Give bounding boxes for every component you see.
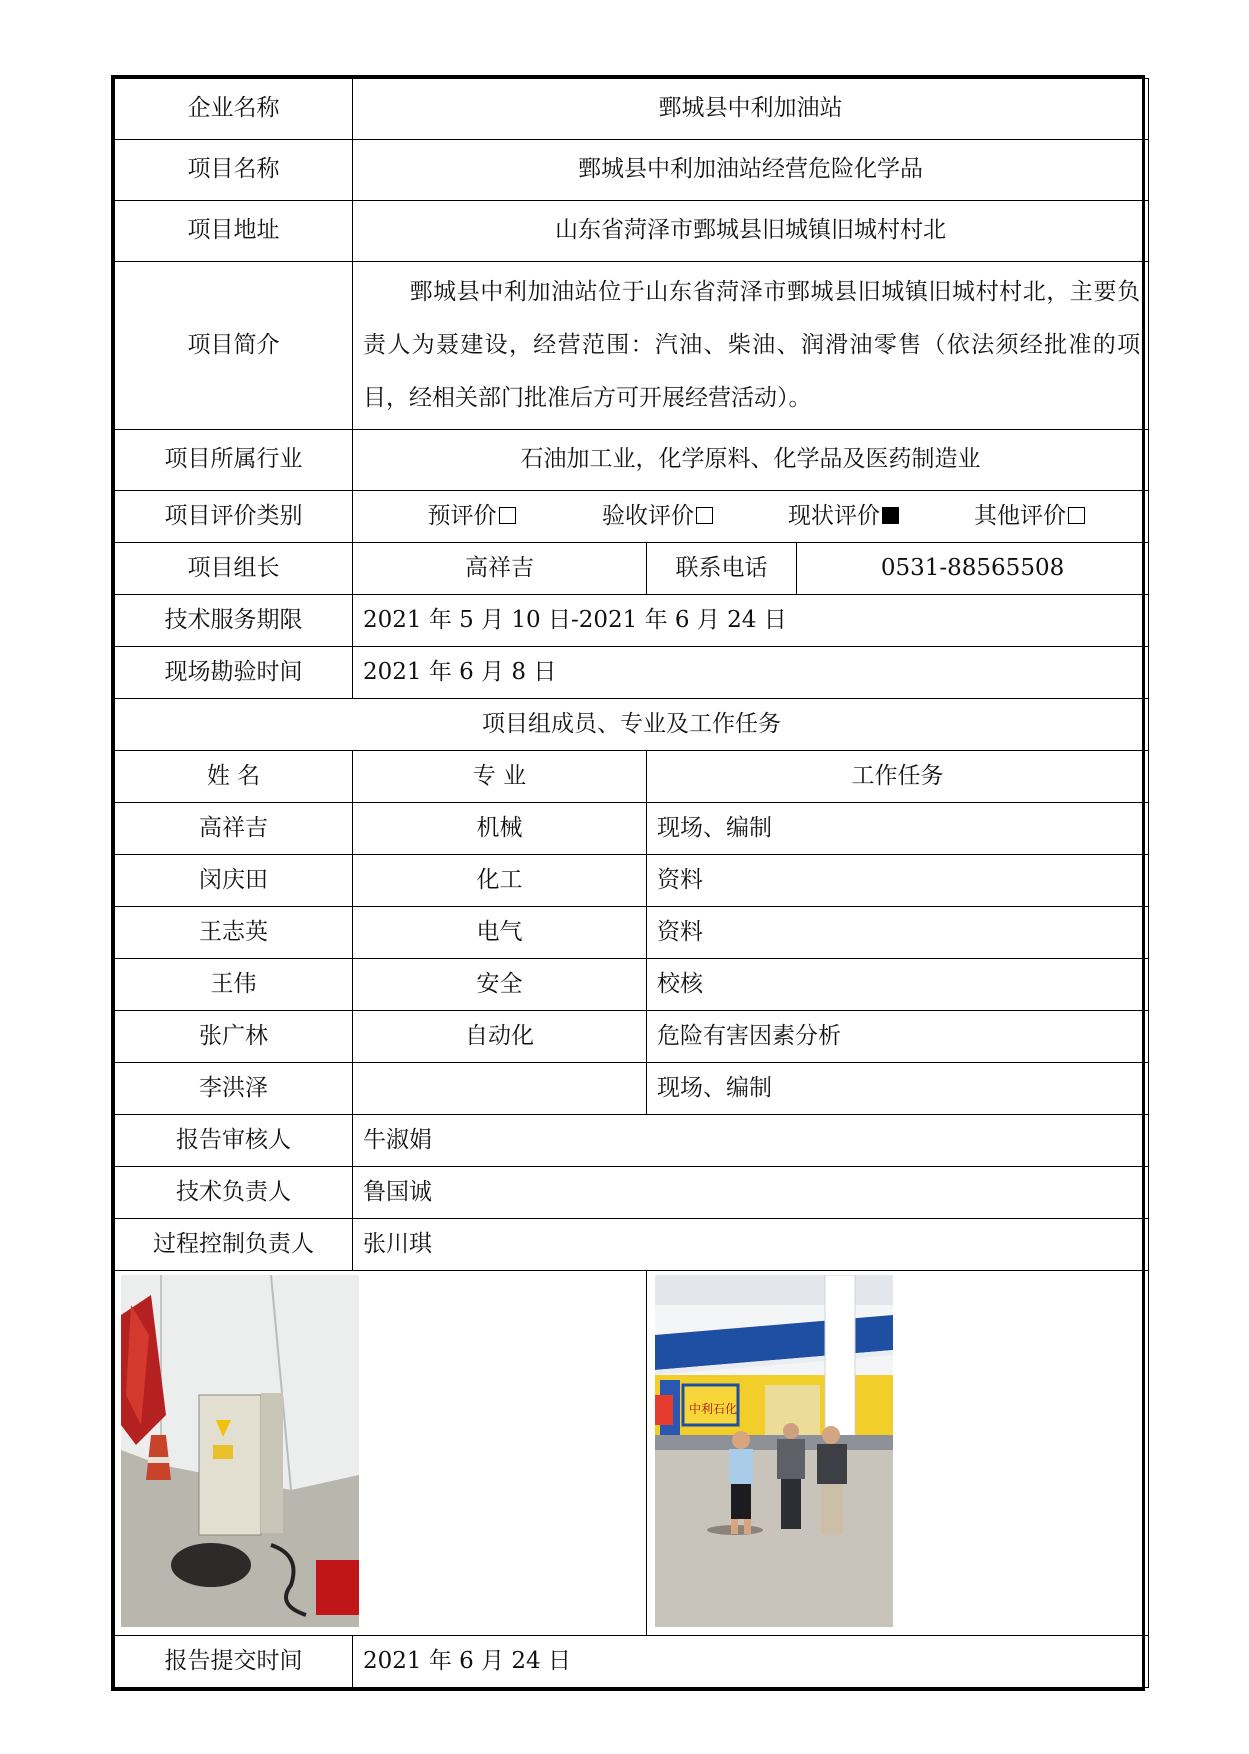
survey-time-value: 2021 年 6 月 8 日 <box>353 647 1149 699</box>
member-name: 高祥吉 <box>115 803 353 855</box>
eval-option <box>379 503 565 531</box>
eval-option <box>751 503 937 531</box>
row-project <box>115 140 1149 201</box>
eval-option-label: 验收评价 <box>602 502 695 529</box>
member-major <box>353 1063 647 1115</box>
row-enterprise <box>115 79 1149 140</box>
row-process-lead <box>115 1219 1149 1271</box>
row-submit-time <box>115 1636 1149 1688</box>
member-task: 资料 <box>647 907 1149 959</box>
row-members-header <box>115 751 1149 803</box>
photo-cell-left <box>115 1271 647 1636</box>
eval-option-label: 其他评价 <box>974 502 1067 529</box>
empty-box-icon <box>499 507 516 524</box>
empty-box-icon <box>696 507 713 524</box>
submit-time-label: 报告提交时间 <box>115 1636 353 1688</box>
info-table <box>111 75 1145 1691</box>
intro-value: 鄄城县中利加油站位于山东省菏泽市鄄城县旧城镇旧城村村北，主要负责人为聂建设，经营范围：汽油、柴油、润滑油零售（依法须经批准的项目，经相关部门批准后方可开展经营活动）。 <box>363 279 1141 411</box>
eval-option <box>937 503 1123 531</box>
empty-box-icon <box>1068 507 1085 524</box>
leader-value: 高祥吉 <box>353 543 647 595</box>
photo-site-survey-team <box>655 1275 893 1627</box>
survey-time-label: 现场勘验时间 <box>115 647 353 699</box>
members-section-title: 项目组成员、专业及工作任务 <box>115 699 1149 751</box>
member-name: 王志英 <box>115 907 353 959</box>
reviewer-value: 牛淑娟 <box>353 1115 1149 1167</box>
process-lead-label: 过程控制负责人 <box>115 1219 353 1271</box>
member-task: 现场、编制 <box>647 803 1149 855</box>
phone-label: 联系电话 <box>647 543 797 595</box>
member-major: 安全 <box>353 959 647 1011</box>
eval-option-label: 现状评价 <box>788 502 881 529</box>
row-members-title <box>115 699 1149 751</box>
member-major: 化工 <box>353 855 647 907</box>
submit-time-value: 2021 年 6 月 24 日 <box>353 1636 1149 1688</box>
project-value: 鄄城县中利加油站经营危险化学品 <box>353 140 1149 201</box>
leader-label: 项目组长 <box>115 543 353 595</box>
header-task: 工作任务 <box>647 751 1149 803</box>
tech-lead-value: 鲁国诚 <box>353 1167 1149 1219</box>
row-address <box>115 201 1149 262</box>
member-task: 资料 <box>647 855 1149 907</box>
header-major: 专 业 <box>353 751 647 803</box>
address-label: 项目地址 <box>115 201 353 262</box>
row-tech-lead <box>115 1167 1149 1219</box>
header-name: 姓 名 <box>115 751 353 803</box>
row-industry <box>115 430 1149 491</box>
member-name: 李洪泽 <box>115 1063 353 1115</box>
photo-cell-right <box>647 1271 1149 1636</box>
eval-option <box>565 503 751 531</box>
eval-type-label: 项目评价类别 <box>115 491 353 543</box>
member-major: 机械 <box>353 803 647 855</box>
enterprise-value: 鄄城县中利加油站 <box>353 79 1149 140</box>
phone-value: 0531-88565508 <box>797 543 1149 595</box>
member-row <box>115 1011 1149 1063</box>
eval-type-options <box>353 491 1149 543</box>
member-row <box>115 803 1149 855</box>
member-task: 危险有害因素分析 <box>647 1011 1149 1063</box>
member-row <box>115 855 1149 907</box>
member-name: 张广林 <box>115 1011 353 1063</box>
row-leader <box>115 543 1149 595</box>
member-name: 王伟 <box>115 959 353 1011</box>
service-period-value: 2021 年 5 月 10 日-2021 年 6 月 24 日 <box>353 595 1149 647</box>
tech-lead-label: 技术负责人 <box>115 1167 353 1219</box>
reviewer-label: 报告审核人 <box>115 1115 353 1167</box>
checked-box-icon <box>882 507 899 524</box>
photo-electrical-cabinet <box>121 1275 359 1627</box>
intro-label: 项目简介 <box>115 262 353 430</box>
row-reviewer <box>115 1115 1149 1167</box>
process-lead-value: 张川琪 <box>353 1219 1149 1271</box>
member-row <box>115 959 1149 1011</box>
eval-option-label: 预评价 <box>427 502 497 529</box>
member-task: 现场、编制 <box>647 1063 1149 1115</box>
project-label: 项目名称 <box>115 140 353 201</box>
address-value: 山东省菏泽市鄄城县旧城镇旧城村村北 <box>353 201 1149 262</box>
industry-value: 石油加工业，化学原料、化学品及医药制造业 <box>353 430 1149 491</box>
row-photos <box>115 1271 1149 1636</box>
industry-label: 项目所属行业 <box>115 430 353 491</box>
photo-sign-text: 中利石化 <box>689 1402 738 1416</box>
member-major: 自动化 <box>353 1011 647 1063</box>
row-eval-type <box>115 491 1149 543</box>
enterprise-label: 企业名称 <box>115 79 353 140</box>
row-survey-time <box>115 647 1149 699</box>
member-name: 闵庆田 <box>115 855 353 907</box>
row-intro <box>115 262 1149 430</box>
member-major: 电气 <box>353 907 647 959</box>
member-row <box>115 1063 1149 1115</box>
service-period-label: 技术服务期限 <box>115 595 353 647</box>
member-row <box>115 907 1149 959</box>
row-service-period <box>115 595 1149 647</box>
member-task: 校核 <box>647 959 1149 1011</box>
